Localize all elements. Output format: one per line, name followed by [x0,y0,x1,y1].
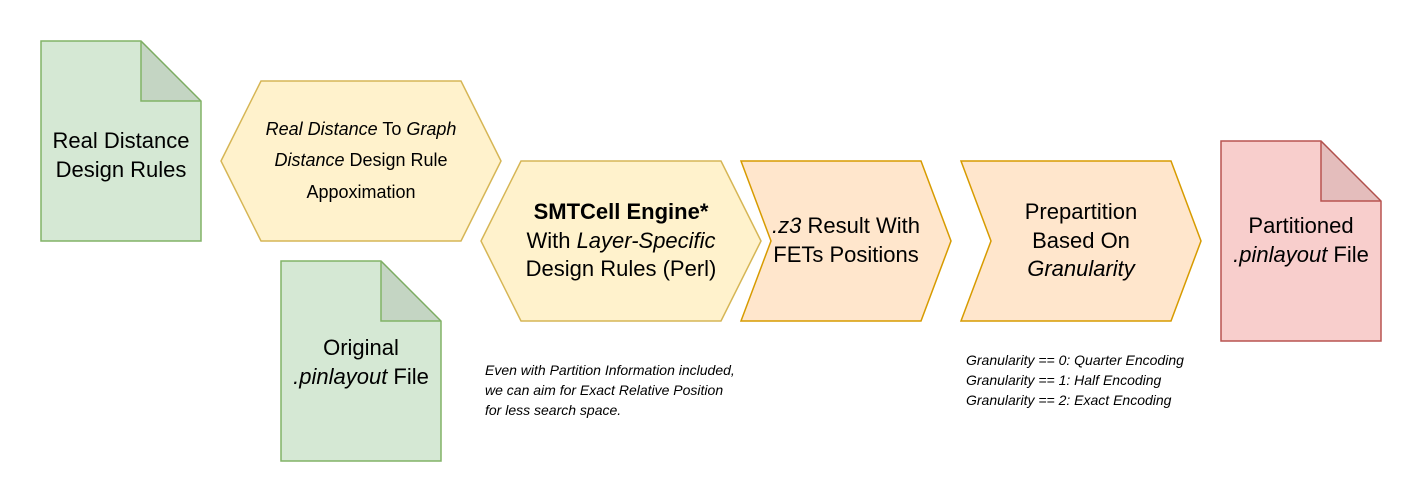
real-rules-label [41,101,201,211]
approx-distance-text: Distance [274,150,345,171]
approx-line2 [274,145,447,177]
granularity-note [966,350,1184,410]
z3-label [771,161,921,321]
engine-with-text: With [526,227,577,253]
original-pinlayout-text: .pinlayout [293,364,388,389]
engine-note [485,360,735,420]
granularity-note-line: Granularity == 1: Half Encoding [966,372,1162,388]
approx-line1 [266,114,457,146]
z3-result-text: Result With [801,213,920,239]
engine-note-line: for less search space. [485,402,622,418]
engine-label [491,161,751,321]
approx-graph-text: Graph [406,118,457,139]
approx-to-text: To [377,118,407,139]
engine-note-line: we can aim for Exact Relative Position [485,382,724,398]
partitioned-line2 [1233,241,1369,270]
approx-design-rule-text: Design Rule [344,150,448,171]
original-line1: Original [323,335,399,361]
engine-line3: Design Rules (Perl) [525,256,717,282]
z3-line1 [772,212,920,241]
engine-line2 [526,227,715,256]
original-label [281,318,441,408]
partitioned-document-fold [1321,141,1381,201]
original-file-text: File [387,364,429,389]
approx-label [246,81,476,241]
prepartition-label [991,161,1171,321]
original-line2 [293,363,429,392]
prepartition-granularity-text: Granularity [1027,256,1135,282]
z3-ext-text: .z3 [772,213,802,239]
real-rules-line1: Real Distance [52,128,190,154]
engine-line1 [534,198,709,227]
approx-line3: Appoximation [306,181,416,202]
partitioned-label [1221,196,1381,286]
partitioned-file-text: File [1327,242,1369,267]
engine-layer-specific-text: Layer-Specific [576,227,716,253]
real-rules-line2: Design Rules [55,157,187,182]
partitioned-line1: Partitioned [1248,213,1354,239]
granularity-note-line: Granularity == 2: Exact Encoding [966,392,1172,408]
granularity-note-line: Granularity == 0: Quarter Encoding [966,352,1184,368]
real-rules-document-fold [141,41,201,101]
prepartition-line3 [1027,255,1135,284]
approx-real-distance-text: Real Distance [265,118,378,139]
prepartition-line2: Based On [1032,227,1130,253]
z3-line2: FETs Positions [773,242,919,267]
partitioned-pinlayout-text: .pinlayout [1233,242,1328,267]
engine-title-text: SMTCell Engine* [533,199,709,225]
prepartition-line1: Prepartition [1024,199,1138,225]
original-document-fold [381,261,441,321]
engine-note-line: Even with Partition Information included, [485,362,735,378]
